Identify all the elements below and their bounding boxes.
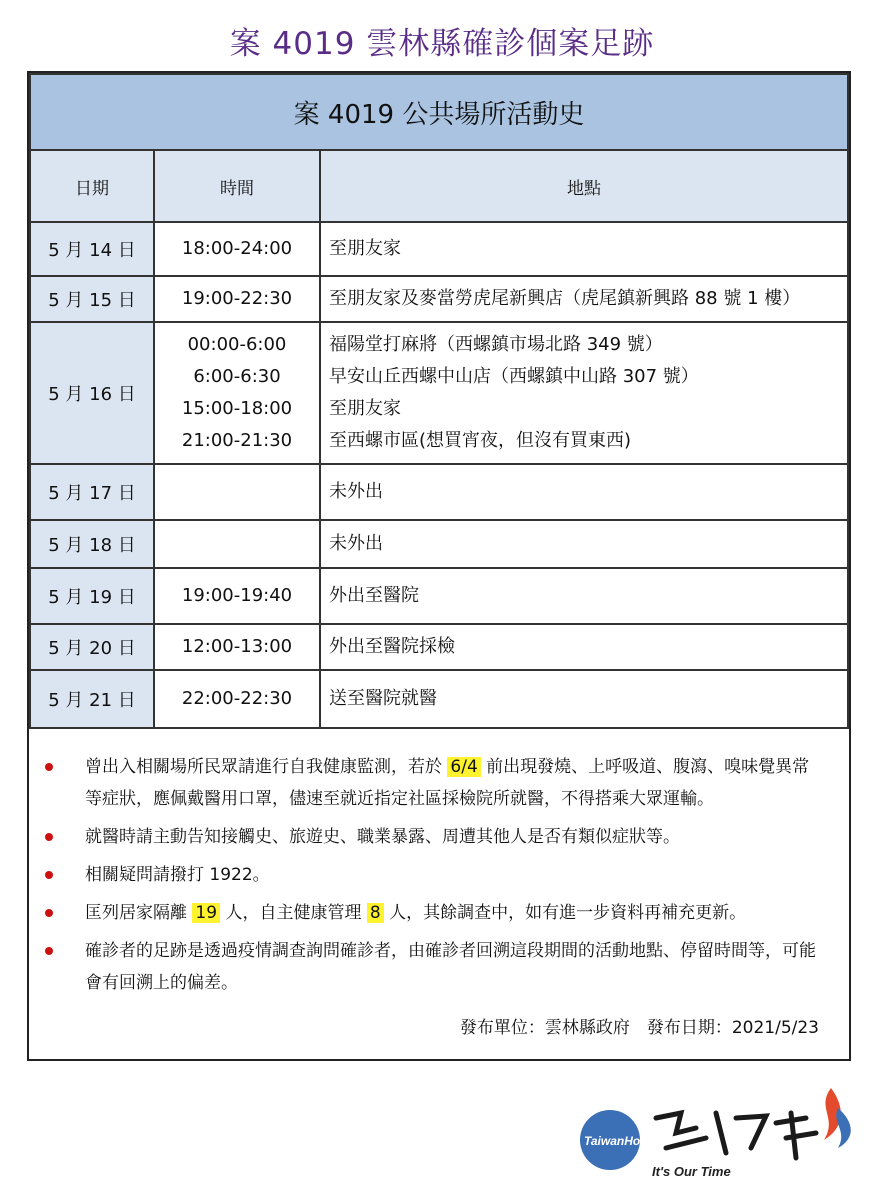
- time-entry: 15:00-18:00: [181, 398, 293, 419]
- note-text: 相關疑問請撥打 1922。: [85, 865, 270, 885]
- row-time: 18:00-24:00: [154, 222, 320, 276]
- table-row: [30, 624, 848, 670]
- table-row: [30, 322, 848, 464]
- row-time: 12:00-13:00: [154, 624, 320, 670]
- note-item: [37, 897, 841, 929]
- row-place: 至朋友家及麥當勞虎尾新興店（虎尾鎮新興路 88 號 1 樓）: [320, 276, 848, 322]
- row-place: 送至醫院就醫: [320, 670, 848, 728]
- note-text: 確診者的足跡是透過疫情調查詢問確診者，由確診者回溯這段期間的活動地點、停留時間等，可能會有回溯上的偏差。: [85, 941, 816, 993]
- note-item: [37, 821, 841, 853]
- logo-brush-icon: [656, 1113, 816, 1158]
- row-places: [320, 322, 848, 464]
- header-place: 地點: [320, 150, 848, 222]
- notes-section: [29, 729, 849, 1038]
- table-row: [30, 222, 848, 276]
- header-date: 日期: [30, 150, 154, 222]
- row-date: 5 月 20 日: [30, 624, 154, 670]
- time-entry: 21:00-21:30: [181, 430, 293, 451]
- row-time: [154, 464, 320, 520]
- note-text: 前出現發燒、上呼吸道、腹瀉、嗅味覺異常等症狀，應佩戴醫用口罩，儘速至就近指定社區採檢院所就醫，不得搭乘大眾運輸。: [85, 757, 810, 809]
- row-date: 5 月 21 日: [30, 670, 154, 728]
- bullet-icon: [45, 947, 53, 955]
- table-banner: 案 4019 公共場所活動史: [30, 74, 848, 150]
- row-time: [154, 520, 320, 568]
- activity-table: [29, 73, 849, 729]
- note-text: 曾出入相關場所民眾請進行自我健康監測，若於: [85, 757, 442, 777]
- row-place: 未外出: [320, 464, 848, 520]
- row-time: 19:00-22:30: [154, 276, 320, 322]
- note-text: 匡列居家隔離: [85, 903, 187, 923]
- publisher-line: 發布單位：雲林縣政府 發布日期：2021/5/23: [459, 1018, 819, 1038]
- table-row: [30, 520, 848, 568]
- table-row: [30, 276, 848, 322]
- row-date: 5 月 18 日: [30, 520, 154, 568]
- table-row: [30, 670, 848, 728]
- row-place: 至朋友家: [320, 222, 848, 276]
- row-date: 5 月 15 日: [30, 276, 154, 322]
- bullet-icon: [45, 763, 53, 771]
- logo-slogan-text: It's Our Time: [652, 1164, 731, 1179]
- bullet-icon: [45, 833, 53, 841]
- highlighted-count: 8: [367, 903, 384, 923]
- table-row: [30, 568, 848, 624]
- row-date: 5 月 14 日: [30, 222, 154, 276]
- time-entry: 00:00-6:00: [187, 334, 287, 355]
- row-date: 5 月 19 日: [30, 568, 154, 624]
- row-date: 5 月 17 日: [30, 464, 154, 520]
- header-time: 時間: [154, 150, 320, 222]
- note-item: [37, 751, 841, 815]
- row-place: 外出至醫院採檢: [320, 624, 848, 670]
- highlighted-count: 19: [192, 903, 220, 923]
- note-text: 就醫時請主動告知接觸史、旅遊史、職業暴露、周遭其他人是否有類似症狀等。: [85, 827, 680, 847]
- note-item: [37, 935, 841, 999]
- logo-brand-text: TaiwanHot: [584, 1134, 645, 1148]
- note-text: 人，自主健康管理: [225, 903, 362, 923]
- note-item: [37, 859, 841, 891]
- row-place: 外出至醫院: [320, 568, 848, 624]
- bullet-icon: [45, 871, 53, 879]
- place-entry: 至西螺市區(想買宵夜，但沒有買東西): [329, 430, 632, 451]
- highlighted-date: 6/4: [447, 757, 480, 777]
- row-place: 未外出: [320, 520, 848, 568]
- logo-flame-blue-icon: [836, 1108, 851, 1148]
- activity-table-frame: [27, 71, 851, 1061]
- row-date: 5 月 16 日: [30, 322, 154, 464]
- page-title: 案 4019 雲林縣確診個案足跡: [229, 26, 655, 62]
- place-entry: 至朋友家: [329, 398, 401, 419]
- time-entry: 6:00-6:30: [193, 366, 281, 387]
- row-time: 22:00-22:30: [154, 670, 320, 728]
- taiwanhot-logo: [576, 1078, 866, 1188]
- row-time: 19:00-19:40: [154, 568, 320, 624]
- place-entry: 早安山丘西螺中山店（西螺鎮中山路 307 號）: [329, 366, 699, 387]
- place-entry: 福陽堂打麻將（西螺鎮市場北路 349 號）: [329, 334, 663, 355]
- bullet-icon: [45, 909, 53, 917]
- row-times: [154, 322, 320, 464]
- table-row: [30, 464, 848, 520]
- note-text: 人，其餘調查中，如有進一步資料再補充更新。: [389, 903, 747, 923]
